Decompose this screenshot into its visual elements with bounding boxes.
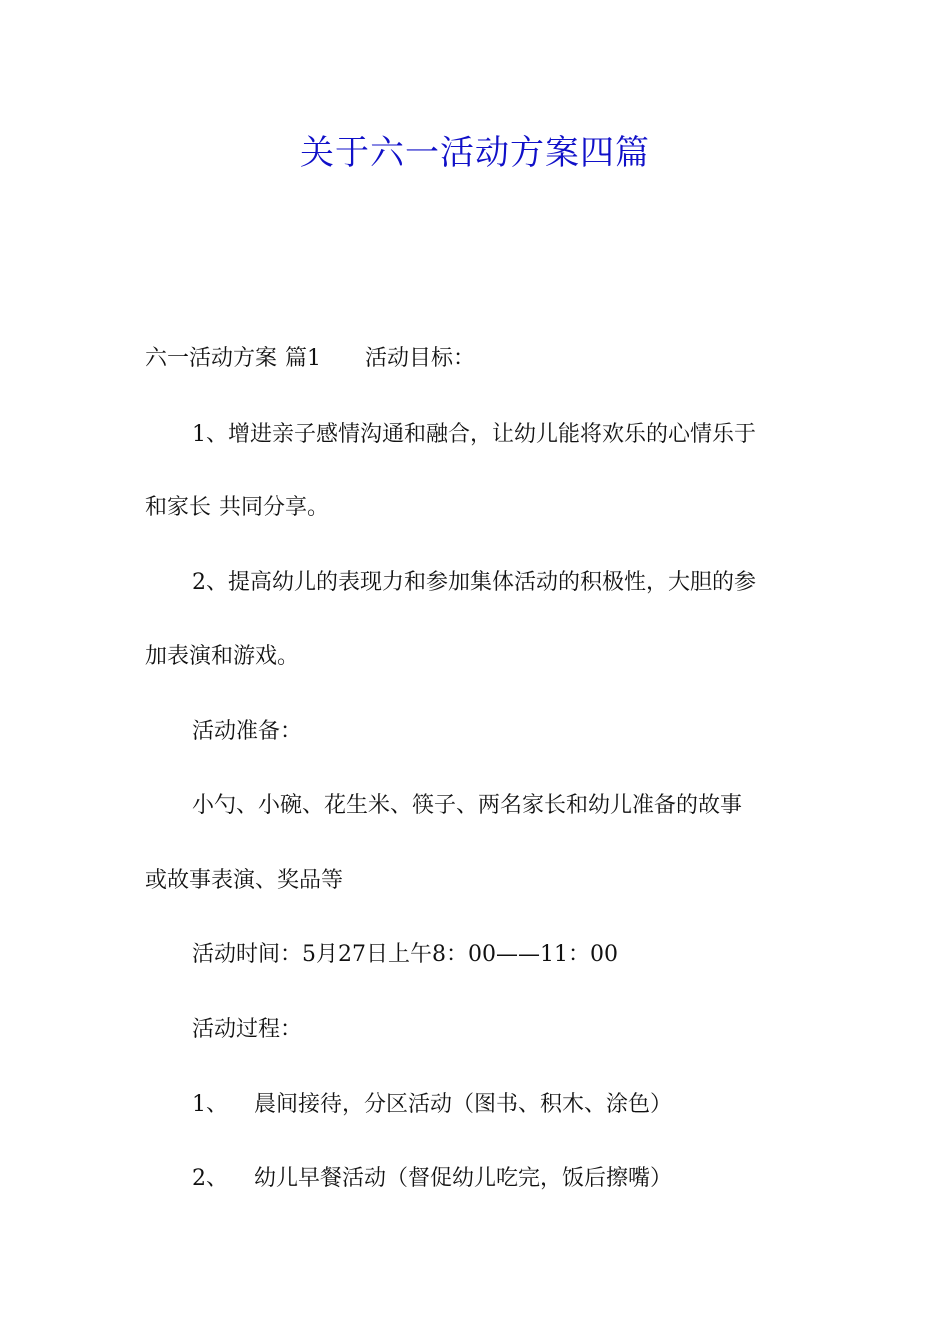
process-label: 活动过程： — [192, 1017, 303, 1042]
document-title: 关于六一活动方案四篇 — [300, 133, 650, 173]
section-part: 篇1 — [285, 346, 322, 371]
goal-1-line-2-part-a: 和家长 — [145, 495, 212, 520]
goals-label: 活动目标： — [365, 346, 476, 371]
goal-2-line-1: 2、提高幼儿的表现力和参加集体活动的积极性，大胆的参 — [192, 570, 756, 595]
activity-time-line: 活动时间：5月27日上午8：00——11：00 — [192, 942, 618, 967]
goal-1-line-1: 1、增进亲子感情沟通和融合，让幼儿能将欢乐的心情乐于 — [192, 422, 756, 447]
goal-1-line-2 — [145, 491, 815, 525]
process-item-1 — [192, 1088, 862, 1122]
section-heading-line — [145, 342, 815, 376]
section-name: 六一活动方案 — [145, 346, 278, 371]
process-item-text: 晨间接待，分区活动（图书、积木、涂色） — [254, 1092, 673, 1117]
goal-1-line-2-part-b: 共同分享。 — [219, 495, 330, 520]
process-item-number: 1、 — [192, 1092, 228, 1117]
process-item-number: 2、 — [192, 1166, 228, 1191]
goal-2-line-2: 加表演和游戏。 — [145, 644, 300, 669]
preparation-label: 活动准备： — [192, 719, 303, 744]
process-item-2 — [192, 1162, 862, 1196]
preparation-line-2: 或故事表演、奖品等 — [145, 868, 344, 893]
process-item-text: 幼儿早餐活动（督促幼儿吃完，饭后擦嘴） — [254, 1166, 673, 1191]
preparation-line-1: 小勺、小碗、花生米、筷子、两名家长和幼儿准备的故事 — [192, 793, 743, 818]
